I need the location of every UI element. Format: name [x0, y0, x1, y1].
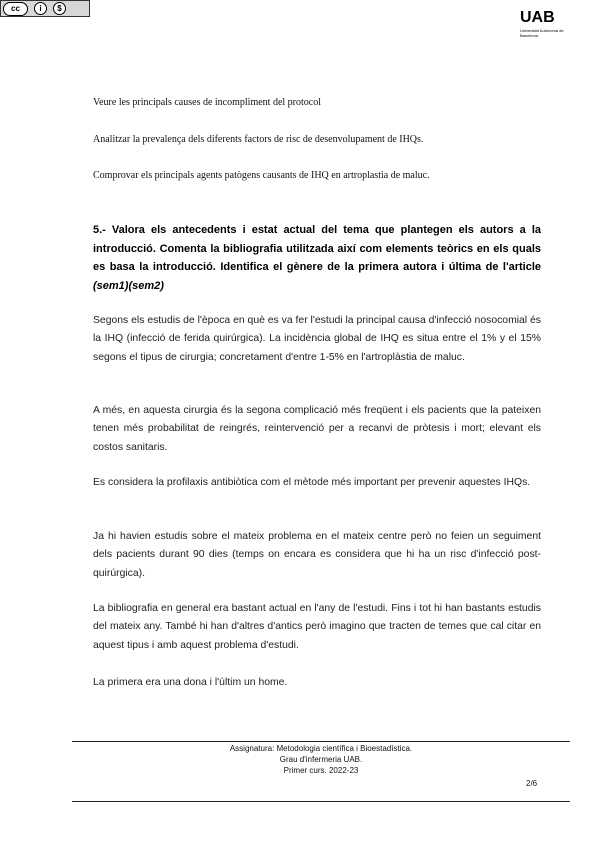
- footer-degree: Grau d'infermeria UAB.: [279, 755, 363, 764]
- footer-year: Primer curs. 2022-23: [283, 766, 359, 775]
- answer-paragraph: La bibliografia en general era bastant actual en l'any de l'estudi. Fins i tot hi han bastants estudis del mateix any. També hi han d'altres d'antics però imagino que tracten de temes que cal citar en aquest tipus i amb aquest problema d'estudi.: [93, 603, 541, 651]
- question-heading: [93, 221, 541, 295]
- answer-paragraph: Segons els estudis de l'època en què es va fer l'estudi la principal causa d'infecció nosocomial és la IHQ (infecció de ferida quirúrgica). La incidència global de IHQ es situa entre el 1% y el 15% segons el tipus de cirurgia; concretament d'entre 1-5% en l'artroplàstia de maluc.: [93, 315, 541, 363]
- creative-commons-badge: [0, 0, 90, 17]
- noncommercial-icon: $: [53, 2, 66, 15]
- question-tags: (sem1)(sem2): [93, 279, 164, 292]
- footer-course-info: [72, 743, 570, 776]
- cc-icon: cc: [3, 2, 28, 16]
- objective-line: Comprovar els principals agents patògens causants de IHQ en artroplastia de maluc.: [93, 170, 430, 181]
- uab-logo-subtitle: Universitat Autònoma de Barcelona: [520, 28, 564, 38]
- uab-logo-mark: UAB: [520, 9, 555, 26]
- answer-paragraph: A més, en aquesta cirurgia és la segona complicació més freqüent i els pacients que la pateixen tenen més probabilitat de reingrés, reintervenció per a recanvi de pròtesis i mort; elevant els costos sanitaris.: [93, 405, 541, 453]
- footer-bottom-rule: [72, 801, 570, 802]
- objective-line: Veure les principals causes de incompliment del protocol: [93, 97, 321, 108]
- answer-paragraph: Ja hi havien estudis sobre el mateix problema en el mateix centre però no feien un seguiment dels pacients durant 90 dies (temps on encara es considera que hi ha un risc d'infecció post-quirúrgica).: [93, 531, 541, 579]
- answer-paragraph: La primera era una dona i l'últim un home.: [93, 677, 288, 688]
- objective-line: Analitzar la prevalença dels diferents factors de risc de desenvolupament de IHQs.: [93, 134, 424, 145]
- question-text: 5.- Valora els antecedents i estat actual del tema que plantegen els autors a la introducció. Comenta la bibliografia utilitzada així com elements teòrics en els quals es basa la introducció. Identifica el gènere de la primera autora i última de l'article: [93, 224, 541, 273]
- attribution-icon: i: [34, 2, 47, 15]
- footer-top-rule: [72, 741, 570, 742]
- answer-paragraph: Es considera la profilaxis antibiòtica com el mètode més important per prevenir aquestes IHQs.: [93, 477, 531, 488]
- uab-logo: [520, 10, 580, 38]
- footer-subject: Assignatura: Metodologia científica i Bioestadística.: [229, 744, 413, 753]
- page-number: 2/6: [526, 779, 538, 788]
